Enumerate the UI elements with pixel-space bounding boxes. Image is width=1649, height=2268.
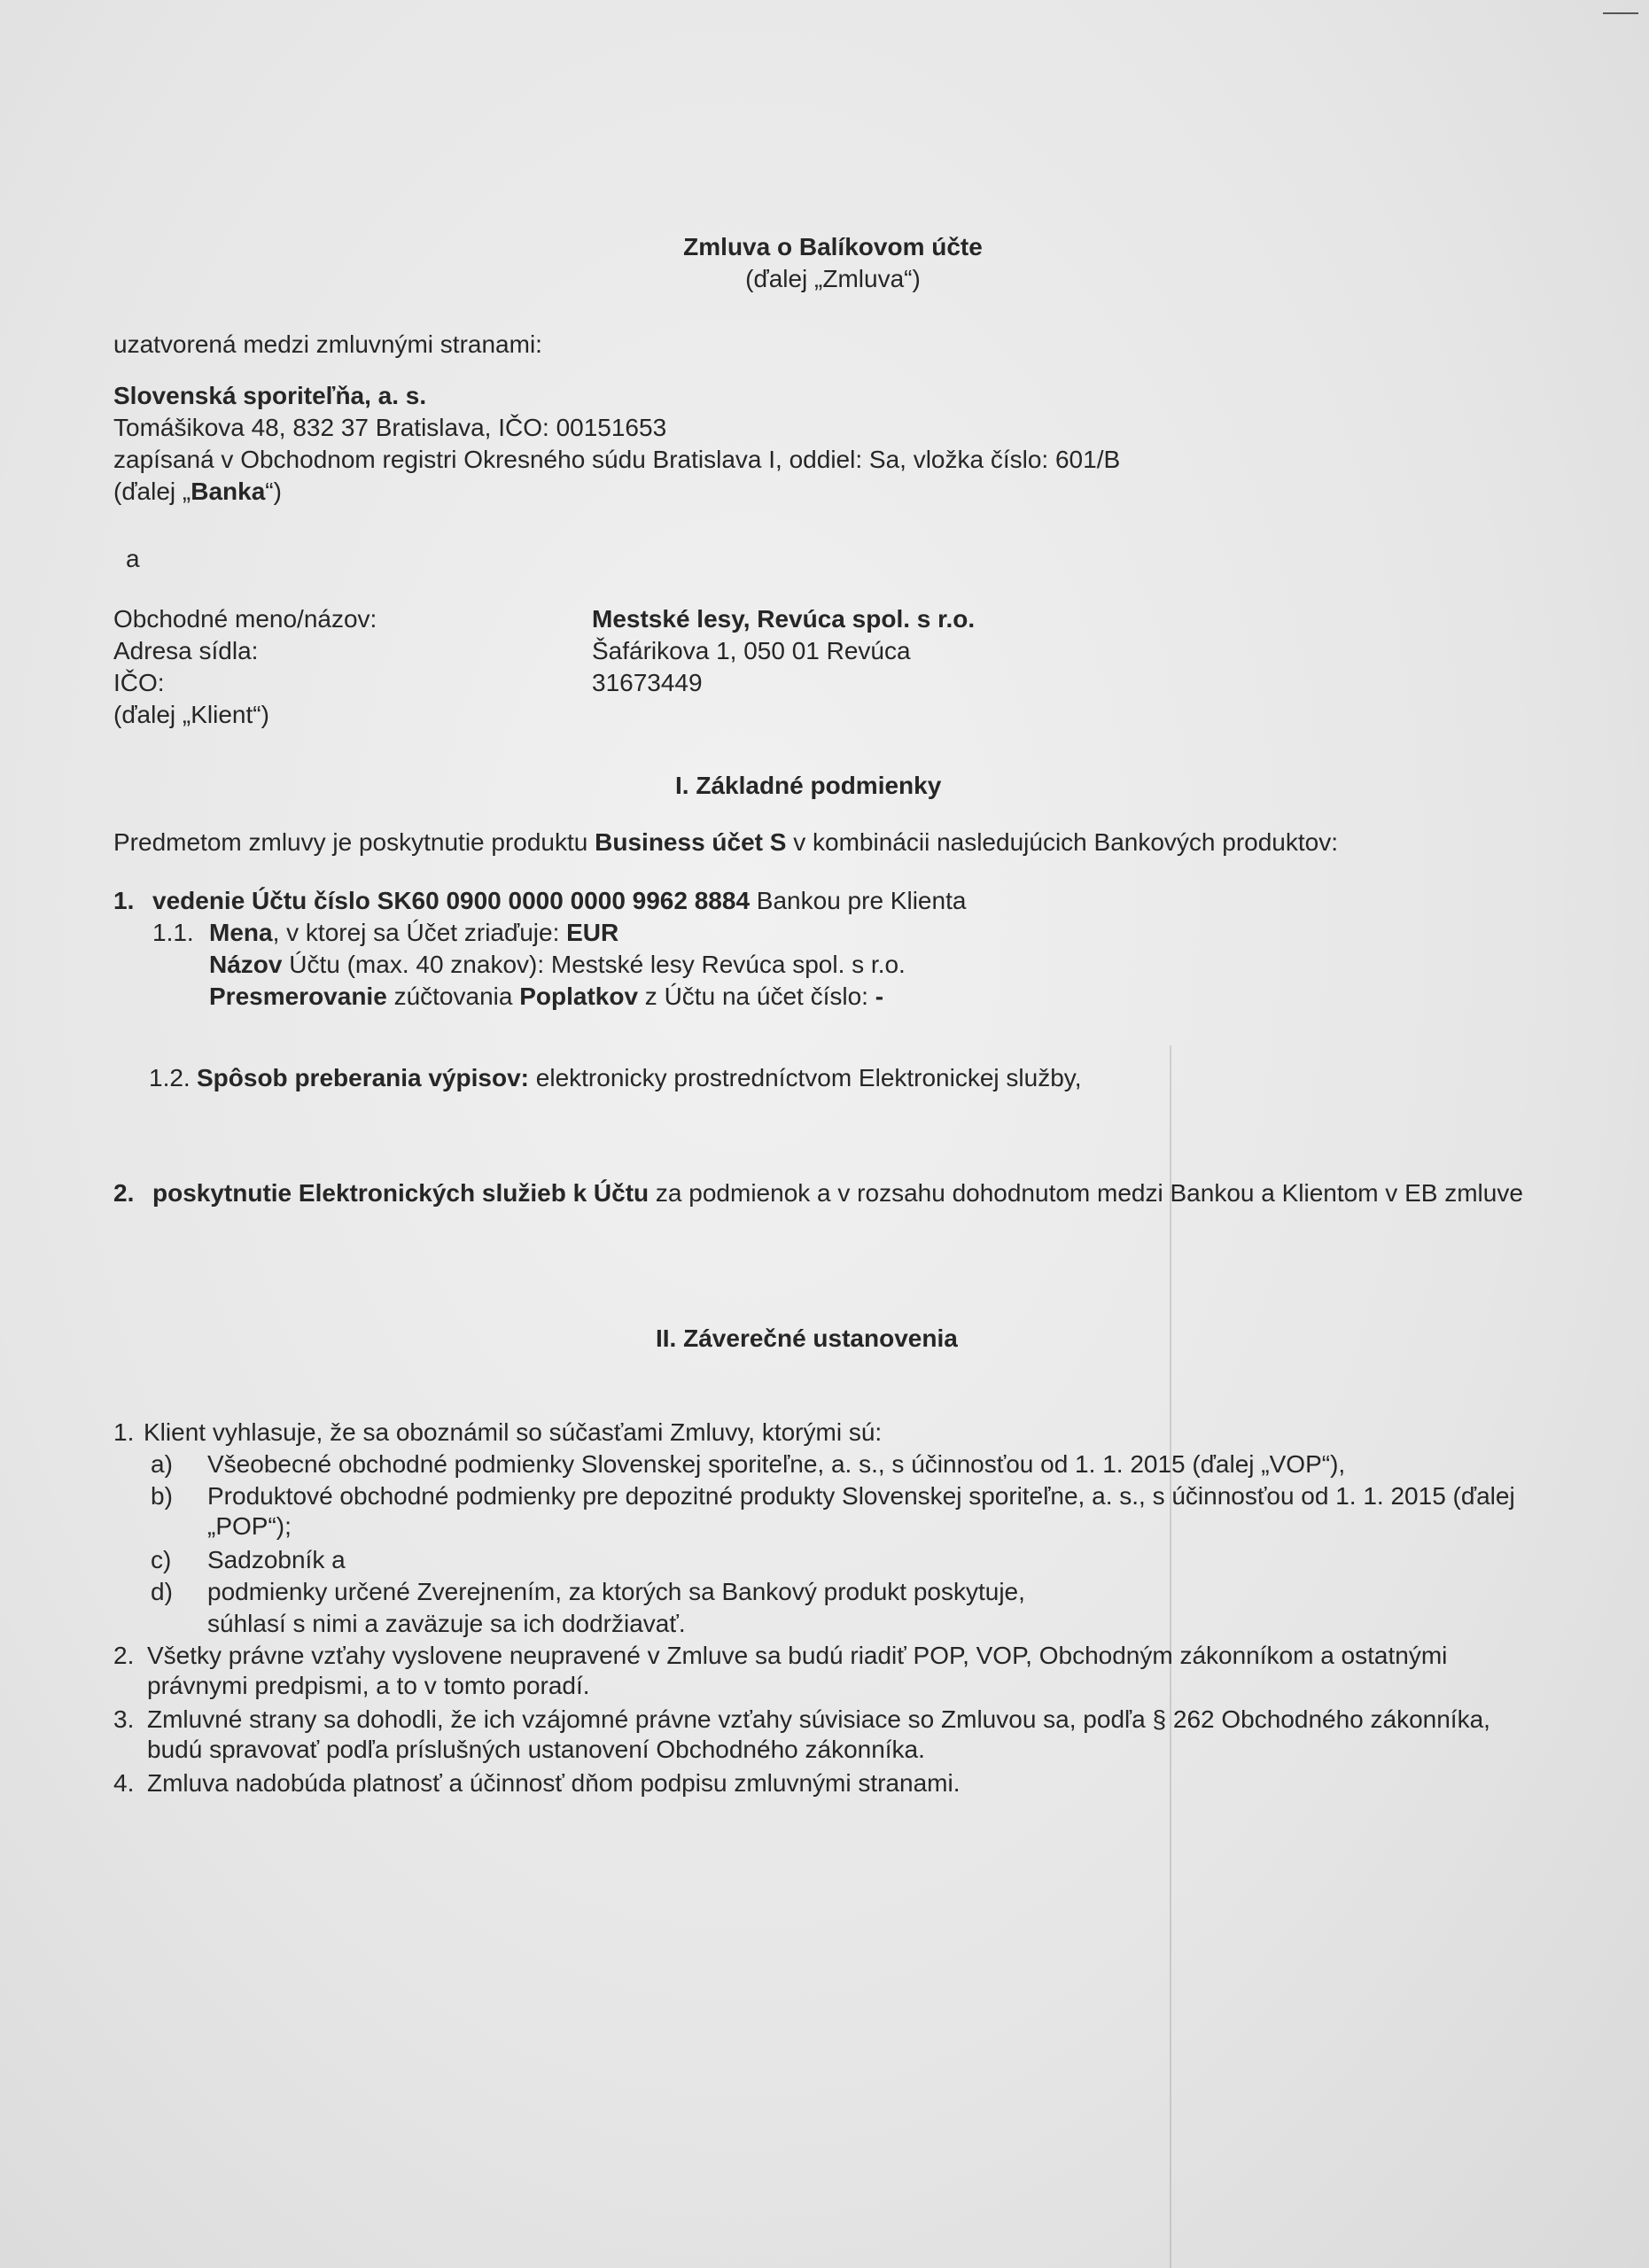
- item1-2-number: 1.2.: [149, 1064, 191, 1091]
- s2-agree-text: súhlasí s nimi a zaväzuje sa ich dodržiavať.: [207, 1610, 686, 1637]
- s2-b-text: Produktové obchodné podmienky pre depozitné produkty Slovenskej sporiteľne, a. s., s účinnosťou od 1. 1. 2015 (ďalej „POP“);: [207, 1482, 1515, 1540]
- document-title-sub: (ďalej „Zmluva“): [745, 265, 921, 292]
- item1-text: vedenie Účtu číslo SK60 0900 0000 0000 9962 8884 Bankou pre Klienta: [152, 887, 967, 914]
- s2-p3-number: 3.: [113, 1705, 135, 1733]
- bank-register: zapísaná v Obchodnom registri Okresného súdu Bratislava I, oddiel: Sa, vložka číslo: 601/B: [113, 446, 1121, 473]
- s2-d-label: d): [151, 1578, 173, 1605]
- s2-p2-text: Všetky právne vzťahy vyslovene neupravené v Zmluve sa budú riadiť POP, VOP, Obchodným zákonníkom a ostatnými právnymi predpismi, a to v tomto poradí.: [147, 1642, 1448, 1699]
- section1-subject: Predmetom zmluvy je poskytnutie produktu Business účet S v kombinácii nasledujúcich Bankových produktov:: [113, 828, 1339, 856]
- s2-p3-text: Zmluvné strany sa dohodli, že ich vzájomné právne vzťahy súvisiace so Zmluvou sa, podľa § 262 Obchodného zákonníka, budú spravovať podľa príslušných ustanovení Obchodného zákonníka.: [147, 1705, 1490, 1763]
- client-ico: 31673449: [592, 669, 703, 696]
- bank-name: Slovenská sporiteľňa, a. s.: [113, 382, 427, 409]
- s2-p4-number: 4.: [113, 1769, 135, 1797]
- client-name: Mestské lesy, Revúca spol. s r.o.: [592, 605, 976, 633]
- intro-text: uzatvorená medzi zmluvnými stranami:: [113, 330, 542, 358]
- redirect-text: Presmerovanie zúčtovania Poplatkov z Účtu na účet číslo: -: [209, 983, 884, 1010]
- s2-c-text: Sadzobník a: [207, 1546, 346, 1573]
- item1-number: 1.: [113, 887, 135, 914]
- s2-b-label: b): [151, 1482, 173, 1510]
- client-alias: (ďalej „Klient“): [113, 701, 269, 728]
- section1-heading: I. Základné podmienky: [675, 772, 942, 799]
- and-text: a: [126, 545, 140, 572]
- s2-a-label: a): [151, 1450, 173, 1478]
- client-label-name: Obchodné meno/názov:: [113, 605, 377, 633]
- section2-heading: II. Záverečné ustanovenia: [656, 1324, 958, 1352]
- s2-p1-text: Klient vyhlasuje, že sa oboznámil so súčasťami Zmluvy, ktorými sú:: [144, 1418, 883, 1446]
- item1-1-number: 1.1.: [152, 919, 194, 946]
- item2-text: poskytnutie Elektronických služieb k Účtu za podmienok a v rozsahu dohodnutom medzi Bankou a Klientom v EB zmluve: [152, 1179, 1523, 1207]
- client-label-address: Adresa sídla:: [113, 637, 259, 664]
- s2-p1-number: 1.: [113, 1418, 135, 1446]
- s2-p2-number: 2.: [113, 1642, 135, 1669]
- client-address: Šafárikova 1, 050 01 Revúca: [592, 637, 911, 664]
- item2-number: 2.: [113, 1179, 135, 1207]
- document-title: Zmluva o Balíkovom účte: [683, 233, 983, 260]
- client-label-ico: IČO:: [113, 669, 165, 696]
- account-name-text: Názov Účtu (max. 40 znakov): Mestské lesy Revúca spol. s r.o.: [209, 951, 906, 978]
- bank-alias: (ďalej „Banka“): [113, 478, 282, 505]
- s2-d-text: podmienky určené Zverejnením, za ktorých sa Bankový produkt poskytuje,: [207, 1578, 1025, 1605]
- s2-p4-text: Zmluva nadobúda platnosť a účinnosť dňom podpisu zmluvnými stranami.: [147, 1769, 961, 1797]
- scan-corner-mark: [1603, 12, 1638, 14]
- item1-2-text: Spôsob preberania výpisov: elektronicky prostredníctvom Elektronickej služby,: [197, 1064, 1082, 1091]
- item1-1-text: Mena, v ktorej sa Účet zriaďuje: EUR: [209, 919, 619, 946]
- s2-a-text: Všeobecné obchodné podmienky Slovenskej sporiteľne, a. s., s účinnosťou od 1. 1. 2015 (ďalej „VOP“),: [207, 1450, 1346, 1478]
- bank-address: Tomášikova 48, 832 37 Bratislava, IČO: 00151653: [113, 414, 667, 441]
- s2-c-label: c): [151, 1546, 172, 1573]
